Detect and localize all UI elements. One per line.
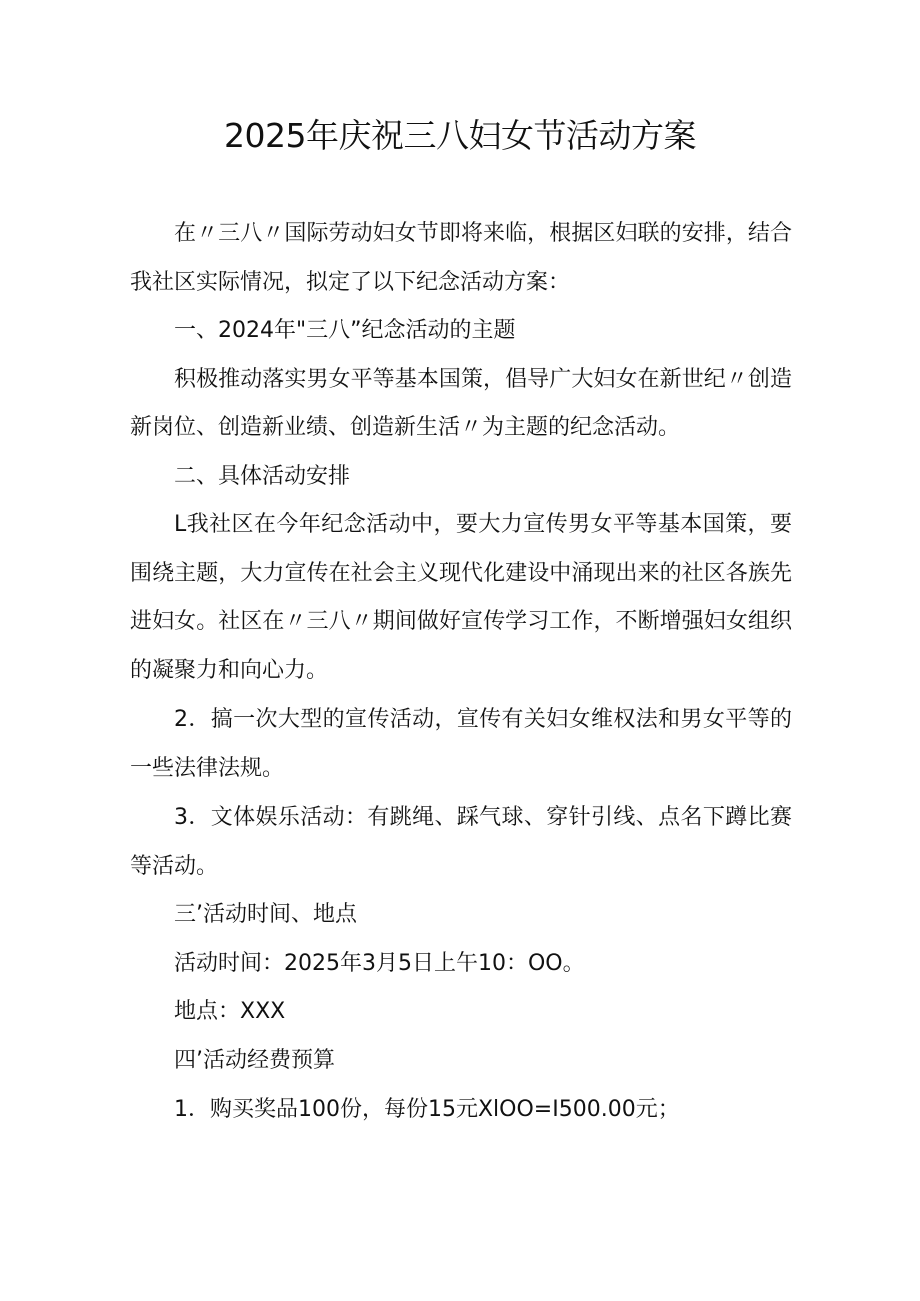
arrangement-item-3: 3．文体娱乐活动：有跳绳、踩气球、穿针引线、点名下蹲比赛等活动。 — [130, 805, 792, 879]
theme-paragraph: 积极推动落实男女平等基本国策，倡导广大妇女在新世纪〃创造新岗位、创造新业绩、创造新生活〃为主题的纪念活动。 — [130, 366, 792, 440]
arrangement-item-2: 2．搞一次大型的宣传活动，宣传有关妇女维权法和男女平等的一些法律法规。 — [130, 707, 792, 781]
activity-place: 地点：XXX — [174, 999, 286, 1024]
section-heading-budget: 四’活动经费预算 — [174, 1047, 335, 1073]
intro-paragraph: 在〃三八〃国际劳动妇女节即将来临，根据区妇联的安排，结合我社区实际情况，拟定了以下纪念活动方案： — [130, 221, 792, 295]
arrangement-item-1: L我社区在今年纪念活动中，要大力宣传男女平等基本国策，要围绕主题，大力宣传在社会主义现代化建设中涌现出来的社区各族先进妇女。社区在〃三八〃期间做好宣传学习工作，不断增强妇女组织的凝聚力和向心力。 — [130, 512, 792, 683]
document-body — [130, 210, 792, 1135]
document-title: 2025年庆祝三八妇女节活动方案 — [224, 116, 696, 155]
activity-time: 活动时间：2025年3月5日上午10：OO。 — [174, 950, 585, 976]
budget-item-1: 1．购买奖品100份，每份15元XlOO=I500.00元； — [174, 1097, 680, 1122]
section-heading-arrangement: 二、具体活动安排 — [174, 463, 351, 489]
section-heading-time-place: 三’活动时间、地点 — [174, 902, 357, 927]
section-heading-theme: 一、2024年"三八”纪念活动的主题 — [174, 318, 516, 343]
